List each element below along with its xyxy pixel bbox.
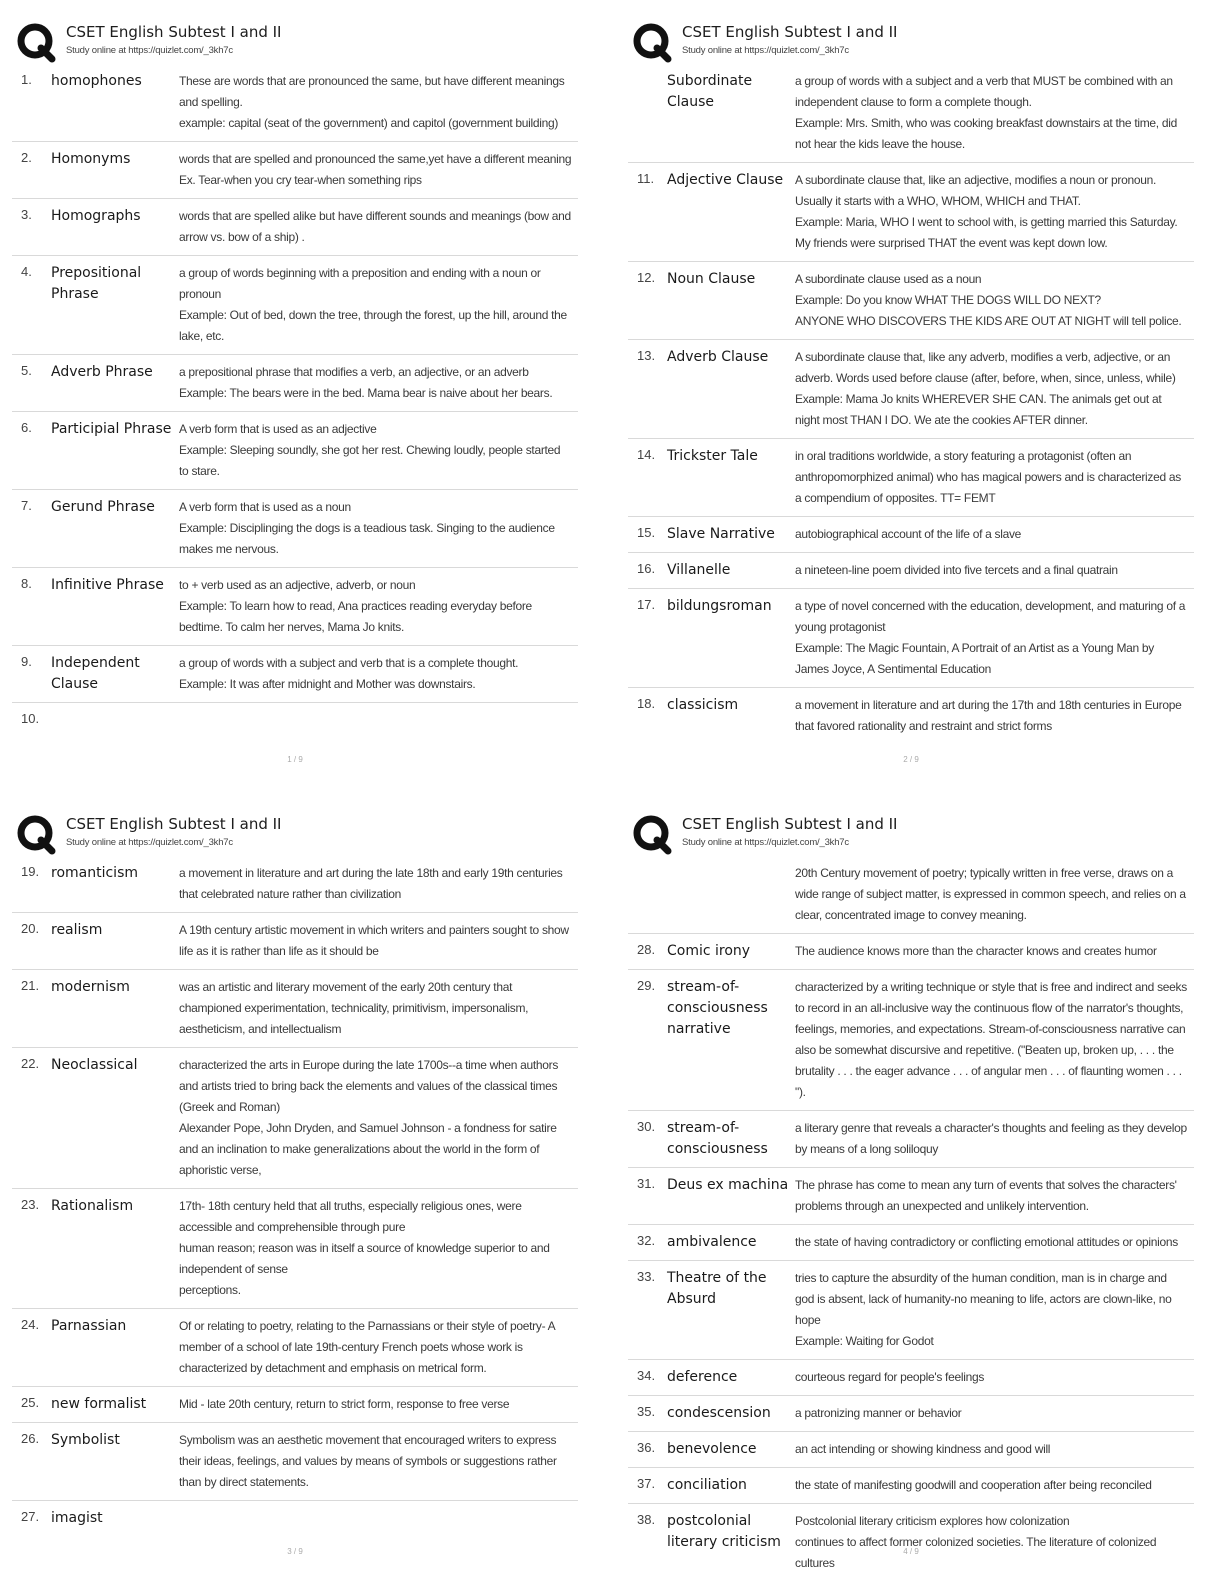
card-definition	[795, 170, 1194, 254]
card-term: Noun Clause	[667, 271, 756, 287]
card-term: Prepositional Phrase	[51, 265, 142, 302]
flashcard-row	[12, 490, 578, 568]
card-number: 24.	[21, 1317, 40, 1332]
card-definition	[179, 206, 578, 248]
definition-line: Symbolism was an aesthetic movement that encouraged writers to express their ideas, feelings, and values by means of symbols or suggestions rather than by direct statements.	[179, 1433, 557, 1489]
card-number: 4.	[21, 264, 32, 279]
page-header	[628, 802, 1194, 856]
page-2	[628, 10, 1194, 770]
card-number: 26.	[21, 1431, 40, 1446]
card-number: 8.	[21, 576, 32, 591]
flashcard-row	[628, 856, 1194, 934]
card-definition	[179, 263, 578, 347]
card-number: 14.	[637, 447, 656, 462]
card-number: 34.	[637, 1368, 656, 1383]
card-definition	[179, 149, 578, 191]
page-4	[628, 802, 1194, 1570]
flashcard-row	[12, 64, 578, 142]
page-number: 2 / 9	[903, 755, 919, 764]
card-number: 9.	[21, 654, 32, 669]
flashcard-row	[12, 1501, 578, 1536]
quizlet-logo-icon	[632, 814, 672, 854]
doc-title: CSET English Subtest I and II	[66, 23, 282, 41]
card-definition	[795, 446, 1194, 509]
definition-line: characterized by a writing technique or style that is free and indirect and seeks to record in an all-inclusive way the continuous flow of the narrator's thoughts, feelings, memories, and expectations. Stream-of-consciousness narrative can also be somewhat discursive and repetitive. ("Beaten up, broken up, . . . the brutality . . . the eager advance . . . of angular men . . . of flaunting women . . . ").	[795, 980, 1187, 1099]
card-number: 23.	[21, 1197, 40, 1212]
page-number: 1 / 9	[287, 755, 303, 764]
card-term: Participial Phrase	[51, 421, 172, 437]
flashcard-row	[12, 646, 578, 703]
card-number: 38.	[637, 1512, 656, 1527]
definition-line: tries to capture the absurdity of the human condition, man is in charge and god is absent, lack of humanity-no meaning to life, actors are clown-like, no hope	[795, 1271, 1172, 1327]
card-number: 10.	[21, 711, 40, 726]
definition-line: Example: Sleeping soundly, she got her rest. Chewing loudly, people started to stare.	[179, 443, 561, 478]
definition-line: Example: To learn how to read, Ana practices reading everyday before bedtime. To calm her nerves, Mama Jo knits.	[179, 599, 532, 634]
definition-line: a patronizing manner or behavior	[795, 1406, 962, 1420]
card-number: 28.	[637, 942, 656, 957]
definition-line: a literary genre that reveals a character's thoughts and feeling as they develop by means of a long soliloquy	[795, 1121, 1187, 1156]
card-number: 19.	[21, 864, 40, 879]
definition-line: ANYONE WHO DISCOVERS THE KIDS ARE OUT AT NIGHT will tell police.	[795, 314, 1182, 328]
definition-line: Example: The Magic Fountain, A Portrait of an Artist as a Young Man by James Joyce, A Sentimental Education	[795, 641, 1154, 676]
card-term: postcolonial literary criticism	[667, 1513, 781, 1550]
card-number: 12.	[637, 270, 656, 285]
card-number: 32.	[637, 1233, 656, 1248]
card-definition	[795, 1367, 1194, 1388]
card-number: 25.	[21, 1395, 40, 1410]
flashcard-row	[628, 1261, 1194, 1360]
card-definition	[179, 1316, 578, 1379]
card-term: Comic irony	[667, 943, 751, 959]
definition-line: a group of words with a subject and verb that is a complete thought.	[179, 656, 519, 670]
page-number: 4 / 9	[903, 1547, 919, 1556]
page-header	[12, 802, 578, 856]
definition-line: words that are spelled alike but have different sounds and meanings (bow and arrow vs. bow of a ship) .	[179, 209, 571, 244]
flashcard-row	[12, 412, 578, 490]
card-term: Adjective Clause	[667, 172, 784, 188]
card-definition	[795, 863, 1194, 926]
card-term: stream-of-consciousness	[667, 1120, 768, 1157]
card-number	[628, 863, 667, 926]
card-term: Symbolist	[51, 1432, 120, 1448]
definition-line: a movement in literature and art during the late 18th and early 19th centuries that celebrated nature rather than civilization	[179, 866, 563, 901]
quizlet-logo-icon	[632, 22, 672, 62]
card-definition	[179, 1394, 578, 1415]
definition-line: human reason; reason was in itself a source of knowledge superior to and independent of sense	[179, 1241, 550, 1276]
definition-line: characterized the arts in Europe during the late 1700s--a time when authors and artists tried to bring back the elements and values of the classical times (Greek and Roman)	[179, 1058, 559, 1114]
card-number: 21.	[21, 978, 40, 993]
card-term: new formalist	[51, 1396, 147, 1412]
flashcard-row	[12, 913, 578, 970]
card-term: Infinitive Phrase	[51, 577, 164, 593]
card-number: 20.	[21, 921, 40, 936]
card-definition	[795, 977, 1194, 1103]
definition-line: Example: Waiting for Godot	[795, 1334, 934, 1348]
card-term: Deus ex machina	[667, 1177, 789, 1193]
card-term: classicism	[667, 697, 739, 713]
flashcard-row	[12, 1309, 578, 1387]
definition-line: autobiographical account of the life of a slave	[795, 527, 1022, 541]
card-definition	[179, 1430, 578, 1493]
card-term: Homonyms	[51, 151, 131, 167]
card-definition	[795, 695, 1194, 737]
definition-line: These are words that are pronounced the same, but have different meanings and spelling.	[179, 74, 565, 109]
card-term: imagist	[51, 1510, 103, 1526]
card-definition	[795, 560, 1194, 581]
definition-line: Example: Do you know WHAT THE DOGS WILL DO NEXT?	[795, 293, 1101, 307]
card-definition	[795, 1175, 1194, 1217]
card-term: deference	[667, 1369, 738, 1385]
definition-line: A 19th century artistic movement in which writers and painters sought to show life as it is rather than life as it should be	[179, 923, 569, 958]
card-term: Rationalism	[51, 1198, 134, 1214]
definition-line: Mid - late 20th century, return to strict form, response to free verse	[179, 1397, 510, 1411]
flashcard-row	[628, 1225, 1194, 1261]
page-3	[12, 802, 578, 1562]
definition-line: example: capital (seat of the government) and capitol (government building)	[179, 116, 559, 130]
card-term	[667, 863, 795, 926]
card-number: 35.	[637, 1404, 656, 1419]
flashcard-row	[12, 142, 578, 199]
definition-line: a group of words beginning with a preposition and ending with a noun or pronoun	[179, 266, 541, 301]
flashcard-row	[628, 517, 1194, 553]
card-term: benevolence	[667, 1441, 757, 1457]
card-number: 6.	[21, 420, 32, 435]
card-definition	[795, 524, 1194, 545]
card-definition	[795, 1475, 1194, 1496]
flashcard-list	[12, 856, 578, 1536]
definition-line: Alexander Pope, John Dryden, and Samuel Johnson - a fondness for satire and an inclination to make generalizations about the world in the form of aphoristic verse,	[179, 1121, 557, 1177]
definition-line: Example: The bears were in the bed. Mama bear is naive about her bears.	[179, 386, 553, 400]
definition-line: 20th Century movement of poetry; typically written in free verse, draws on a wide range of subject matter, is expressed in common speech, and relies on a clear, concentrated image to convey meaning.	[795, 866, 1186, 922]
flashcard-row	[628, 1504, 1194, 1581]
card-number: 29.	[637, 978, 656, 993]
flashcard-row	[12, 1423, 578, 1501]
card-number: 36.	[637, 1440, 656, 1455]
card-number	[628, 71, 667, 155]
study-online-link[interactable]: Study online at https://quizlet.com/_3kh7c	[682, 837, 849, 848]
definition-line: The phrase has come to mean any turn of events that solves the characters' problems through an unexpected and unlikely intervention.	[795, 1178, 1177, 1213]
definition-line: the state of manifesting goodwill and cooperation after being reconciled	[795, 1478, 1152, 1492]
card-number: 31.	[637, 1176, 656, 1191]
definition-line: to + verb used as an adjective, adverb, or noun	[179, 578, 416, 592]
card-term: realism	[51, 922, 103, 938]
definition-line: continues to affect former colonized societies. The literature of colonized cultures	[795, 1535, 1157, 1570]
definition-line: a type of novel concerned with the education, development, and maturing of a young protagonist	[795, 599, 1186, 634]
page-number: 3 / 9	[287, 1547, 303, 1556]
card-term: Independent Clause	[51, 655, 140, 692]
quizlet-logo-icon	[16, 814, 56, 854]
flashcard-list	[628, 856, 1194, 1581]
page-header	[12, 10, 578, 64]
definition-line: courteous regard for people's feelings	[795, 1370, 985, 1384]
definition-line: words that are spelled and pronounced the same,yet have a different meaning	[179, 152, 572, 166]
card-term: conciliation	[667, 1477, 747, 1493]
card-term: Villanelle	[667, 562, 731, 578]
card-number: 15.	[637, 525, 656, 540]
card-term: bildungsroman	[667, 598, 772, 614]
definition-line: an act intending or showing kindness and good will	[795, 1442, 1051, 1456]
card-number: 7.	[21, 498, 32, 513]
card-term: Subordinate Clause	[667, 73, 753, 110]
flashcard-row	[12, 256, 578, 355]
card-definition	[795, 1268, 1194, 1352]
card-number: 11.	[637, 171, 655, 186]
card-definition	[179, 419, 578, 482]
card-term: Gerund Phrase	[51, 499, 155, 515]
flashcard-row	[12, 703, 578, 733]
flashcard-row	[628, 1360, 1194, 1396]
doc-title: CSET English Subtest I and II	[66, 815, 282, 833]
flashcard-row	[628, 340, 1194, 439]
card-term: Trickster Tale	[667, 448, 758, 464]
card-number: 5.	[21, 363, 32, 378]
card-term: Parnassian	[51, 1318, 127, 1334]
definition-line: 17th- 18th century held that all truths, especially religious ones, were accessible and comprehensible through pure	[179, 1199, 522, 1234]
definition-line: in oral traditions worldwide, a story featuring a protagonist (often an anthropomorphized animal) who has magical powers and is characterized as a compendium of opposites. TT= FEMT	[795, 449, 1181, 505]
definition-line: Example: Out of bed, down the tree, through the forest, up the hill, around the lake, etc.	[179, 308, 567, 343]
card-term: romanticism	[51, 865, 139, 881]
doc-title: CSET English Subtest I and II	[682, 23, 898, 41]
flashcard-list	[12, 64, 578, 733]
card-definition	[795, 1118, 1194, 1160]
definition-line: the state of having contradictory or conflicting emotional attitudes or opinions	[795, 1235, 1178, 1249]
card-term: Homographs	[51, 208, 141, 224]
doc-title: CSET English Subtest I and II	[682, 815, 898, 833]
flashcard-row	[628, 1168, 1194, 1225]
flashcard-row	[628, 1396, 1194, 1432]
card-term: Neoclassical	[51, 1057, 138, 1073]
flashcard-row	[12, 1387, 578, 1423]
card-term: Adverb Clause	[667, 349, 769, 365]
definition-line: A verb form that is used as a noun	[179, 500, 351, 514]
flashcard-row	[12, 568, 578, 646]
card-term: Slave Narrative	[667, 526, 775, 542]
card-definition	[795, 1403, 1194, 1424]
card-definition	[179, 863, 578, 905]
definition-line: Example: Disciplinging the dogs is a teadious task. Singing to the audience makes me nervous.	[179, 521, 555, 556]
definition-line: perceptions.	[179, 1283, 241, 1297]
definition-line: A verb form that is used as an adjective	[179, 422, 377, 436]
flashcard-row	[12, 856, 578, 913]
definition-line: a prepositional phrase that modifies a verb, an adjective, or an adverb	[179, 365, 529, 379]
card-definition	[179, 710, 578, 726]
card-term: Adverb Phrase	[51, 364, 153, 380]
card-number: 30.	[637, 1119, 656, 1134]
flashcard-row	[628, 1432, 1194, 1468]
flashcard-row	[628, 589, 1194, 688]
definition-line: Example: Maria, WHO I went to school with, is getting married this Saturday. My friends were surprised THAT the event was kept down low.	[795, 215, 1178, 250]
flashcard-row	[628, 553, 1194, 589]
definition-line: A subordinate clause that, like any adverb, modifies a verb, adjective, or an adverb. Words used before clause (after, before, when, since, unless, while)	[795, 350, 1176, 385]
card-definition	[795, 1232, 1194, 1253]
flashcard-row	[12, 1189, 578, 1309]
card-term: homophones	[51, 73, 142, 89]
card-number: 2.	[21, 150, 32, 165]
card-number: 18.	[637, 696, 656, 711]
card-definition	[795, 941, 1194, 962]
card-definition	[179, 71, 578, 134]
card-number: 1.	[21, 72, 32, 87]
flashcard-row	[12, 355, 578, 412]
flashcard-row	[12, 970, 578, 1048]
card-definition	[795, 71, 1194, 155]
flashcard-row	[628, 262, 1194, 340]
definition-line: a group of words with a subject and a verb that MUST be combined with an independent clause to form a complete though.	[795, 74, 1173, 109]
flashcard-row	[12, 199, 578, 256]
card-definition	[179, 1508, 578, 1529]
study-online-link[interactable]: Study online at https://quizlet.com/_3kh7c	[682, 45, 849, 56]
page-header	[628, 10, 1194, 64]
definition-line: Ex. Tear-when you cry tear-when something rips	[179, 173, 422, 187]
card-definition	[795, 347, 1194, 431]
card-number: 17.	[637, 597, 656, 612]
flashcard-row	[628, 688, 1194, 744]
card-number: 37.	[637, 1476, 656, 1491]
definition-line: was an artistic and literary movement of the early 20th century that championed experimentation, technicality, primitivism, impersonalism, aestheticism, and intellectualism	[179, 980, 529, 1036]
card-term: ambivalence	[667, 1234, 757, 1250]
card-term: Theatre of the Absurd	[667, 1270, 767, 1307]
card-definition	[795, 1439, 1194, 1460]
definition-line: a nineteen-line poem divided into five tercets and a final quatrain	[795, 563, 1118, 577]
study-online-link[interactable]: Study online at https://quizlet.com/_3kh7c	[66, 45, 233, 56]
card-definition	[179, 497, 578, 560]
flashcard-row	[628, 1111, 1194, 1168]
card-definition	[179, 977, 578, 1040]
flashcard-row	[628, 163, 1194, 262]
card-number: 16.	[637, 561, 656, 576]
definition-line: A subordinate clause that, like an adjective, modifies a noun or pronoun. Usually it starts with a WHO, WHOM, WHICH and THAT.	[795, 173, 1157, 208]
flashcard-row	[628, 64, 1194, 163]
study-online-link[interactable]: Study online at https://quizlet.com/_3kh7c	[66, 837, 233, 848]
card-definition	[795, 596, 1194, 680]
card-definition	[179, 1055, 578, 1181]
flashcard-row	[628, 439, 1194, 517]
flashcard-row	[628, 934, 1194, 970]
card-number: 22.	[21, 1056, 40, 1071]
card-number: 3.	[21, 207, 32, 222]
card-definition	[179, 1196, 578, 1301]
definition-line: Postcolonial literary criticism explores how colonization	[795, 1514, 1070, 1528]
card-definition	[179, 575, 578, 638]
definition-line: The audience knows more than the character knows and creates humor	[795, 944, 1157, 958]
card-term	[51, 710, 179, 726]
definition-line: Example: It was after midnight and Mother was downstairs.	[179, 677, 476, 691]
card-definition	[179, 920, 578, 962]
page-1	[12, 10, 578, 770]
definition-line: Of or relating to poetry, relating to the Parnassians or their style of poetry- A member of a school of late 19th-century French poets whose work is characterized by detachment and emphasis on metrical form.	[179, 1319, 555, 1375]
card-definition	[795, 1511, 1194, 1574]
card-definition	[179, 362, 578, 404]
card-definition	[179, 653, 578, 695]
flashcard-row	[628, 1468, 1194, 1504]
flashcard-row	[12, 1048, 578, 1189]
definition-line: Example: Mama Jo knits WHEREVER SHE CAN. The animals get out at night most THAN I DO. We ate the cookies AFTER dinner.	[795, 392, 1162, 427]
quizlet-logo-icon	[16, 22, 56, 62]
card-term: stream-of-consciousness narrative	[667, 979, 768, 1037]
definition-line: a movement in literature and art during the 17th and 18th centuries in Europe that favored rationality and restraint and strict forms	[795, 698, 1182, 733]
definition-line: A subordinate clause used as a noun	[795, 272, 982, 286]
card-number: 13.	[637, 348, 656, 363]
card-term: condescension	[667, 1405, 771, 1421]
flashcard-row	[628, 970, 1194, 1111]
card-definition	[795, 269, 1194, 332]
card-number: 33.	[637, 1269, 656, 1284]
definition-line: Example: Mrs. Smith, who was cooking breakfast downstairs at the time, did not hear the kids leave the house.	[795, 116, 1177, 151]
card-number: 27.	[21, 1509, 40, 1524]
flashcard-list	[628, 64, 1194, 744]
card-term: modernism	[51, 979, 130, 995]
